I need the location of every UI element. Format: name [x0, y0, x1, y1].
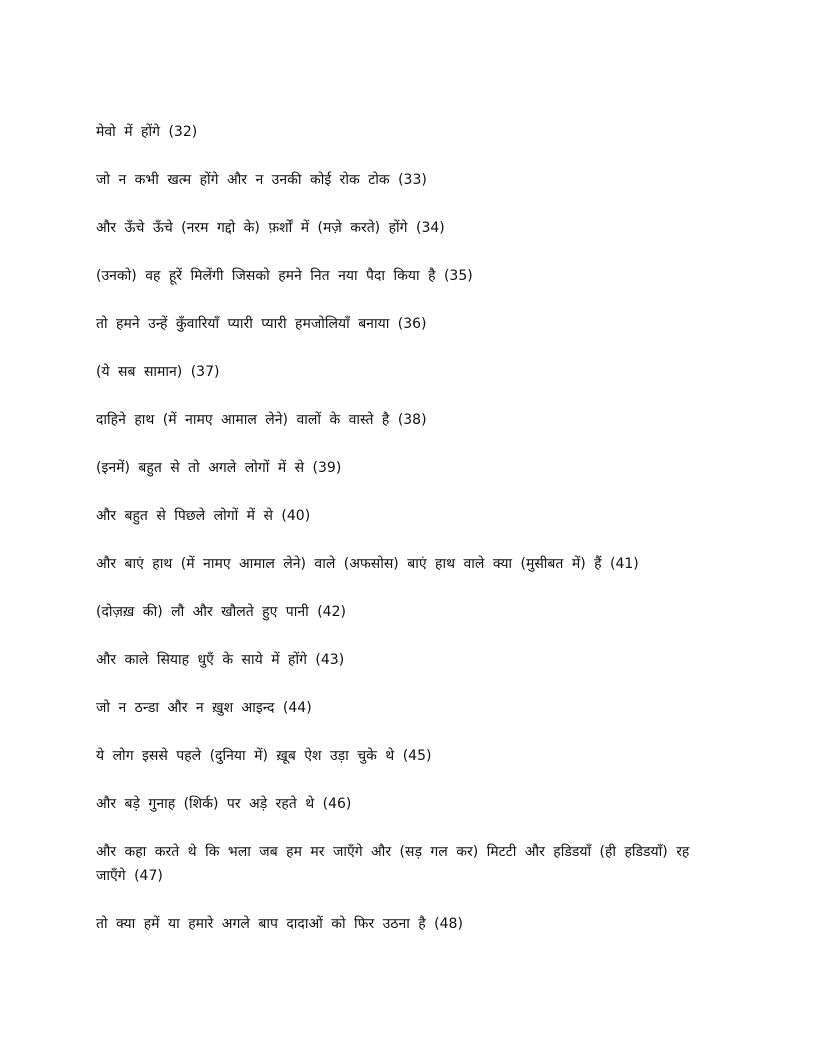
verse-40: और बहुत से पिछले लोगों में से (40): [96, 508, 311, 524]
document-page: [96, 120, 720, 960]
verse-41: और बाएं हाथ (में नामए आमाल लेने) वाले (अफसोस) बाएं हाथ वाले क्या (मुसीबत में) हैं (41): [96, 556, 639, 572]
verse-45: ये लोग इससे पहले (दुनिया में) ख़ूब ऐश उड़ा चुके थे (45): [96, 748, 432, 764]
verse-47: और कहा करते थे कि भला जब हम मर जाएँगे और (सड़ गल कर) मिटटी और हडिडयाँ (ही हडिडयाँ) रह जाएँगे (47): [96, 844, 690, 884]
verse-43: और काले सियाह धुएँ के साये में होंगे (43): [96, 652, 345, 668]
verse-35: (उनको) वह हूरें मिलेंगी जिसको हमने नित नया पैदा किया है (35): [96, 268, 473, 284]
verse-46: और बड़े गुनाह (शिर्क) पर अड़े रहते थे (46): [96, 796, 352, 812]
verse-33: जो न कभी खत्म होंगे और न उनकी कोई रोक टोक (33): [96, 172, 427, 188]
verse-42: (दोज़ख़ की) लौ और खौलते हुए पानी (42): [96, 604, 346, 620]
verse-34: और ऊँचे ऊँचे (नरम गद्दो के) फ़र्शों में (मज़े करते) होंगे (34): [96, 220, 445, 236]
verse-44: जो न ठन्डा और न ख़ुश आइन्द (44): [96, 700, 312, 716]
verse-36: तो हमने उन्हें कुँवारियाँ प्यारी प्यारी हमजोलियाँ बनाया (36): [96, 316, 427, 332]
verse-39: (इनमें) बहुत से तो अगले लोगों में से (39): [96, 460, 342, 476]
verse-48: तो क्या हमें या हमारे अगले बाप दादाओं को फिर उठना है (48): [96, 916, 463, 932]
verse-38: दाहिने हाथ (में नामए आमाल लेने) वालों के वास्ते है (38): [96, 412, 427, 428]
verse-32: मेवो में होंगे (32): [96, 124, 198, 140]
verse-37: (ये सब सामान) (37): [96, 364, 220, 380]
